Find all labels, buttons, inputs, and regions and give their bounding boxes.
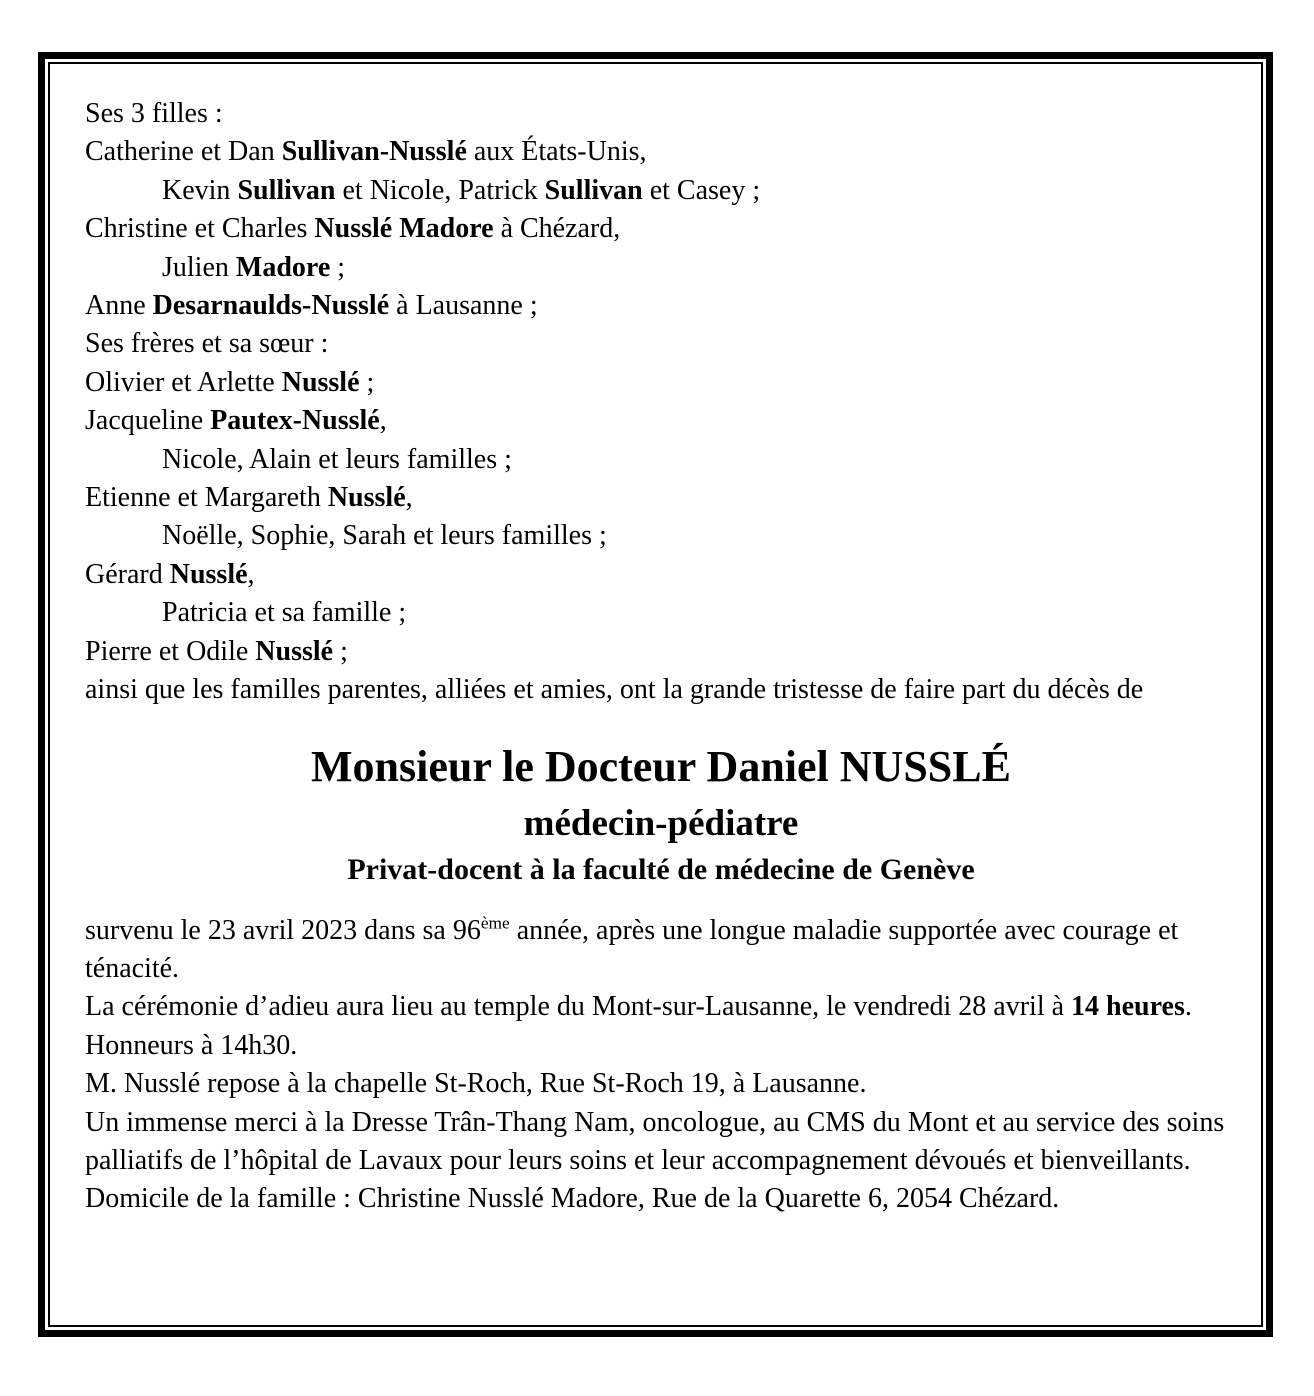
text-segment: ainsi que les familles parentes, alliées et amies, ont la grande tristesse de faire part du décès de — [85, 674, 1144, 706]
text-segment: Sullivan-Nusslé — [281, 136, 467, 168]
paragraph — [85, 988, 1237, 1065]
family-line — [85, 133, 1237, 171]
text-segment: année, après une longue maladie supportée avec courage et ténacité. — [85, 914, 1179, 984]
family-line — [85, 172, 1237, 210]
deceased-profession: médecin-pédiatre — [523, 802, 799, 844]
text-segment: 14 heures — [1071, 991, 1185, 1023]
family-line — [85, 95, 1237, 133]
paragraph — [85, 1065, 1237, 1103]
text-segment: aux États-Unis, — [466, 136, 647, 168]
text-segment: Jacqueline — [85, 405, 211, 437]
text-segment: M. Nusslé repose à la chapelle St-Roch, Rue St-Roch 19, à Lausanne. — [85, 1068, 867, 1100]
text-segment: Olivier et Arlette — [85, 366, 282, 398]
announcement-paragraphs — [85, 912, 1237, 1219]
text-segment: , — [247, 558, 255, 590]
text-segment: ; — [333, 635, 348, 667]
text-segment: Sullivan — [237, 174, 336, 206]
family-line — [85, 671, 1237, 709]
text-segment: ; — [359, 366, 375, 398]
headings-block — [85, 740, 1237, 886]
family-list — [85, 95, 1237, 710]
text-segment: Nusslé — [281, 366, 360, 398]
text-segment: Desarnaulds-Nusslé — [152, 290, 390, 322]
text-segment: , — [405, 482, 413, 514]
text-segment: Nicole, Alain et leurs familles ; — [162, 443, 512, 475]
family-line — [85, 364, 1237, 402]
paragraph — [85, 912, 1237, 989]
obituary-frame — [38, 52, 1273, 1337]
text-segment: à Chézard, — [493, 213, 621, 245]
text-segment: Nusslé Madore — [314, 213, 494, 245]
family-line — [85, 325, 1237, 363]
text-segment: Domicile de la famille : Christine Nusslé Madore, Rue de la Quarette 6, 2054 Chézard. — [85, 1183, 1060, 1215]
text-segment: . Honneurs à 14h30. — [85, 991, 1192, 1061]
deceased-academic-title: Privat-docent à la faculté de médecine de Genève — [347, 852, 975, 886]
obituary-content — [50, 64, 1261, 1325]
family-line — [85, 479, 1237, 517]
text-segment: Ses 3 filles : — [85, 98, 223, 129]
text-segment: Kevin — [162, 174, 238, 206]
family-line — [85, 249, 1237, 287]
text-segment: , — [379, 405, 387, 437]
text-segment: Pierre et Odile — [85, 635, 256, 667]
text-segment: Christine et Charles — [85, 213, 315, 245]
text-segment: La cérémonie d’adieu aura lieu au temple du Mont-sur-Lausanne, le vendredi 28 avril à — [85, 991, 1072, 1023]
paragraph — [85, 1104, 1237, 1181]
text-segment: survenu le 23 avril 2023 dans sa 96 — [85, 914, 481, 946]
family-line — [85, 517, 1237, 555]
family-line — [85, 594, 1237, 632]
family-line — [85, 402, 1237, 440]
family-line — [85, 556, 1237, 594]
text-segment: ; — [330, 251, 346, 283]
family-line — [85, 633, 1237, 671]
text-segment: Noëlle, Sophie, Sarah et leurs familles ; — [162, 520, 607, 552]
text-segment: Madore — [235, 251, 331, 283]
text-segment: Gérard — [85, 558, 170, 590]
text-segment: Julien — [162, 251, 236, 283]
text-segment: Ses frères et sa sœur : — [85, 328, 329, 360]
paragraph — [85, 1180, 1237, 1218]
text-segment: Nusslé — [327, 482, 406, 514]
text-segment: et Casey ; — [642, 174, 761, 206]
text-segment: à Lausanne ; — [389, 290, 538, 322]
text-segment: Nusslé — [169, 558, 248, 590]
text-segment: Etienne et Margareth — [85, 482, 328, 514]
text-segment: ème — [480, 913, 510, 933]
text-segment: Sullivan — [544, 174, 643, 206]
family-line — [85, 441, 1237, 479]
text-segment: Catherine et Dan — [85, 136, 282, 168]
family-line — [85, 210, 1237, 248]
text-segment: Patricia et sa famille ; — [162, 597, 407, 629]
text-segment: Pautex-Nusslé — [210, 405, 380, 437]
obituary-frame-inner-border — [48, 62, 1263, 1327]
family-line — [85, 287, 1237, 325]
text-segment: Un immense merci à la Dresse Trân-Thang Nam, oncologue, au CMS du Mont et au service des soins palliatifs de l’hôpital de Lavaux pour leurs soins et leur accompagnement dévoués et bienveillants. — [85, 1106, 1225, 1176]
deceased-name: Monsieur le Docteur Daniel NUSSLÉ — [311, 741, 1011, 791]
text-segment: Nusslé — [255, 635, 334, 667]
text-segment: Anne — [85, 290, 153, 322]
text-segment: et Nicole, Patrick — [335, 174, 545, 206]
